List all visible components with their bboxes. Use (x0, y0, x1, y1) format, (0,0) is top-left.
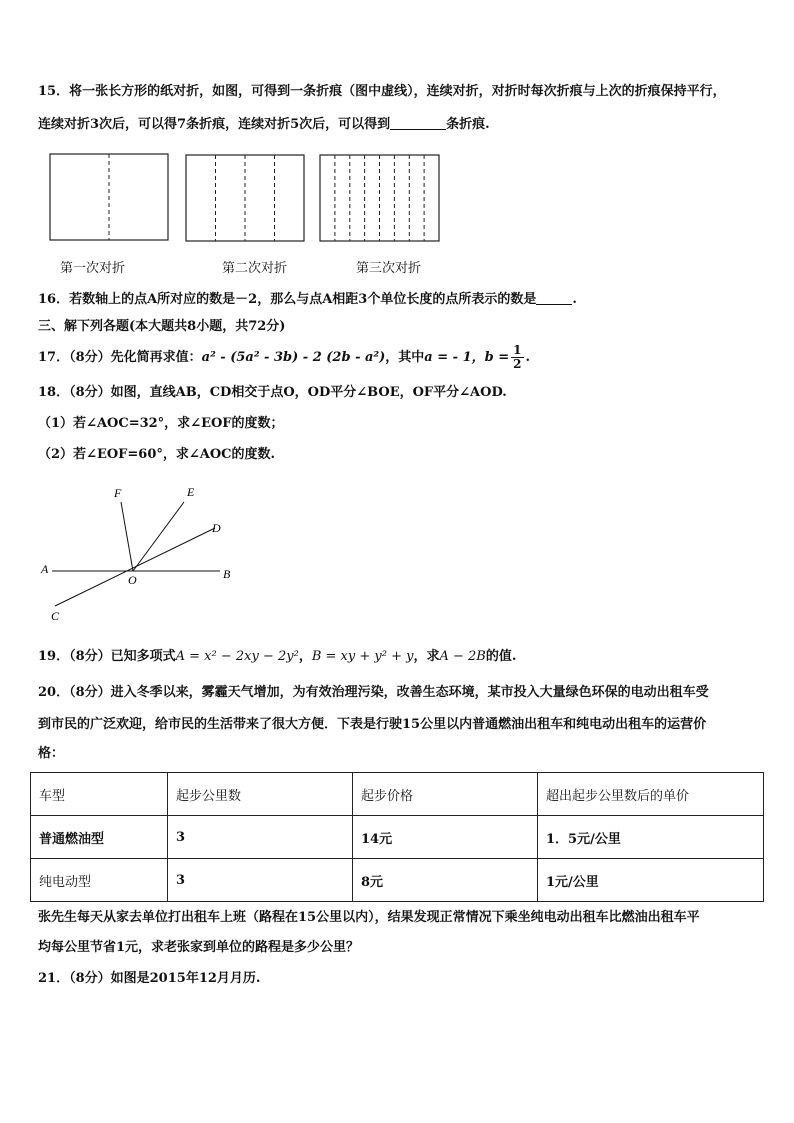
q17-mid: ，其中 (385, 350, 425, 365)
ray-of (121, 502, 133, 571)
q17-cond: a = - 1，b = (424, 350, 510, 365)
table-cell: 14元 (353, 816, 538, 859)
label-e: E (187, 485, 195, 499)
table-row (31, 816, 764, 859)
label-d: D (212, 521, 221, 535)
label-c: C (51, 609, 60, 623)
table-cell: 8元 (353, 859, 538, 902)
fraction-numerator: 1 (513, 343, 522, 357)
table-header-cell: 起步价格 (353, 773, 538, 816)
q19-sep: ， (298, 649, 312, 664)
fraction-denominator: 2 (513, 357, 522, 371)
q18-line2: （1）若∠AOC=32°，求∠EOF的度数； (38, 416, 284, 431)
q20-line3: 格： (38, 746, 65, 761)
q16-tail: . (572, 292, 577, 307)
table-row (31, 859, 764, 902)
q16-line (38, 291, 577, 309)
label-f: F (114, 486, 122, 500)
q19-poly-a: A = x² − 2xy − 2y² (175, 649, 299, 664)
caption-fold-2: 第二次对折 (222, 261, 288, 276)
table-cell: 1．5元/公里 (538, 816, 764, 859)
table-cell: 3 (168, 816, 353, 859)
table-cell: 纯电动型 (31, 859, 168, 902)
caption-fold-1: 第一次对折 (60, 261, 126, 276)
q19-line (38, 648, 516, 666)
q16-text: 16．若数轴上的点A所对应的数是－2，那么与点A相距3个单位长度的点所表示的数是 (38, 292, 537, 307)
q18-line1: 18．（8分）如图，直线AB，CD相交于点O，OD平分∠BOE，OF平分∠AOD. (38, 385, 507, 400)
q17-fraction (511, 344, 523, 371)
caption-fold-3: 第三次对折 (356, 261, 422, 276)
q20-line2: 到市民的广泛欢迎，给市民的生活带来了很大方便．下表是行驶15公里以内普通燃油出租车和纯电动出租车的运营价 (38, 717, 707, 732)
label-b: B (223, 567, 231, 581)
q19-pre: 19．（8分）已知多项式 (38, 649, 176, 664)
table-cell: 3 (168, 859, 353, 902)
q19-expr: A − 2B (439, 649, 486, 664)
fold-rect-2 (186, 155, 304, 241)
q17-expr: a² - (5a² - 3b) - 2 (2b - a²) (201, 350, 386, 365)
q20-after1: 张先生每天从家去单位打出租车上班（路程在15公里以内），结果发现正常情况下乘坐纯电动出租车比燃油出租车平 (38, 910, 700, 925)
table-cell: 1元/公里 (538, 859, 764, 902)
q20-after2: 均每公里节省1元，求老张家到单位的路程是多少公里？ (38, 940, 360, 955)
fold-rect-3 (320, 155, 439, 241)
q15-line2-pre: 连续对折3次后，可以得7条折痕，连续对折5次后，可以得到 (38, 117, 391, 132)
q19-tail: 的值. (485, 649, 517, 664)
q21-line: 21．（8分）如图是2015年12月月历. (38, 971, 261, 986)
q18-line3: （2）若∠EOF=60°，求∠AOC的度数. (38, 447, 276, 462)
table-header-cell: 超出起步公里数后的单价 (538, 773, 764, 816)
angle-figure (0, 470, 300, 630)
ray-oe (133, 502, 184, 571)
q20-line1: 20．（8分）进入冬季以来，雾霾天气增加，为有效治理污染，改善生态环境，某市投入大量绿色环保的电动出租车受 (38, 685, 709, 700)
folding-figures (0, 0, 794, 300)
answer-blank (536, 292, 572, 305)
label-a: A (41, 562, 49, 576)
q17-line (38, 340, 530, 376)
q17-pre: 17．（8分）先化简再求值： (38, 350, 202, 365)
table-cell: 普通燃油型 (31, 816, 168, 859)
line-cd (55, 528, 215, 606)
table-header-cell: 车型 (31, 773, 168, 816)
table-header-cell: 起步公里数 (168, 773, 353, 816)
q15-line1: 15．将一张长方形的纸对折，如图，可得到一条折痕（图中虚线），连续对折，对折时每次折痕与上次的折痕保持平行， (38, 84, 726, 99)
label-o: O (128, 573, 137, 587)
fare-table (30, 772, 764, 902)
q15-line2-post: 条折痕. (446, 117, 490, 132)
table-header-row (31, 773, 764, 816)
q19-mid: ，求 (413, 649, 440, 664)
q17-tail: . (525, 350, 531, 365)
q19-poly-b: B = xy + y² + y (311, 649, 414, 664)
fold-rect-1 (50, 154, 168, 240)
section-header: 三、解下列各题(本大题共8小题，共72分) (38, 319, 286, 334)
